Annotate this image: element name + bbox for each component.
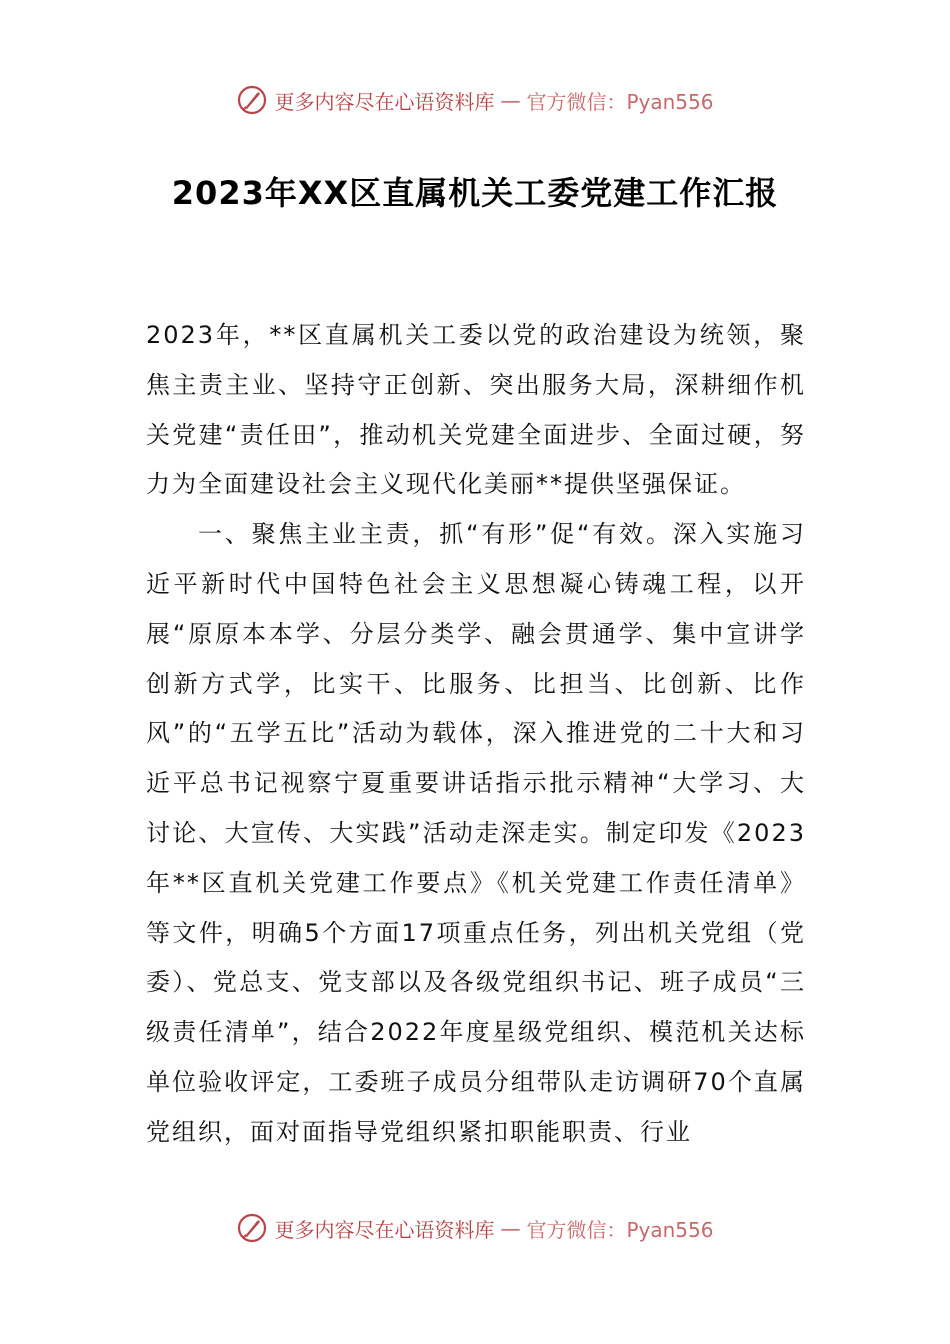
watermark-site-text: 更多内容尽在心语资料库: [274, 1217, 495, 1242]
paragraph-section-1: 一、聚焦主业主责，抓“有形”促“有效。深入实施习近平新时代中国特色社会主义思想凝心铸魂工程，以开展“原原本本学、分层分类学、融会贯通学、集中宣讲学创新方式学，比实干、比服务、比担当、比创新、比作风”的“五学五比”活动为载体，深入推进党的二十大和习近平总书记视察宁夏重要讲话指示批示精神“大学习、大讨论、大宣传、大实践”活动走深走实。制定印发《2023年**区直机关党建工作要点》《机关党建工作责任清单》等文件，明确5个方面17项重点任务，列出机关党组（党委）、党总支、党支部以及各级党组织书记、班子成员“三级责任清单”，结合2022年度星级党组织、模范机关达标单位验收评定，工委班子成员分组带队走访调研70个直属党组织，面对面指导党组织紧扣职能职责、行业: [146, 520, 806, 1146]
document-title: 2023年XX区直属机关工委党建工作汇报: [171, 174, 779, 212]
watermark-dash: —: [500, 1216, 521, 1240]
quill-logo-icon: [236, 1212, 268, 1244]
watermark-footer: [0, 1212, 950, 1244]
watermark-wechat-text: 官方微信：Pyan556: [526, 89, 714, 114]
paragraph-intro: 2023年，**区直属机关工委以党的政治建设为统领，聚焦主责主业、坚持守正创新、突出服务大局，深耕细作机关党建“责任田”，推动机关党建全面进步、全面过硬，努力为全面建设社会主义现代化美丽**提供坚强保证。: [146, 321, 806, 499]
watermark-wechat-text: 官方微信：Pyan556: [526, 1217, 714, 1242]
watermark-dash: —: [500, 88, 521, 112]
watermark-header: [0, 84, 950, 116]
watermark-site-text: 更多内容尽在心语资料库: [274, 89, 495, 114]
quill-logo-icon: [236, 84, 268, 116]
document-body: [146, 311, 806, 1158]
